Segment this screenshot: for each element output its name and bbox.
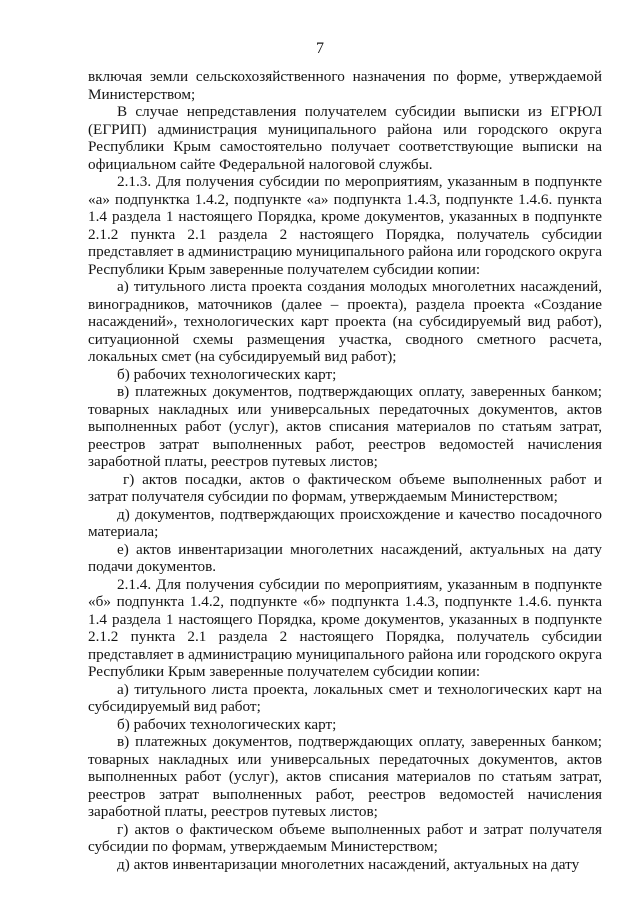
paragraph-egrul-extract: В случае непредставления получателем субсидии выписки из ЕГРЮЛ (ЕГРИП) администрация муниципального района или городского округа Республики Крым самостоятельно получает соответствующие выписки на официальном сайте Федеральной налоговой службы. — [88, 103, 602, 173]
list-item-2-1-4-g: г) актов о фактическом объеме выполненных работ и затрат получателя субсидии по формам, утверждаемым Министерством; — [88, 820, 602, 855]
list-item-2-1-4-v: в) платежных документов, подтверждающих оплату, заверенных банком; товарных накладных или универсальных передаточных документов, актов выполненных работ (услуг), актов списания материалов по статьям затрат, реестров затрат выполненных работ, реестров ведомостей начисления заработной платы, реестров путевых листов; — [88, 733, 602, 820]
list-item-2-1-3-a: а) титульного листа проекта создания молодых многолетних насаждений, виноградников, маточников (далее – проекта), раздела проекта «Создание насаждений», технологических карт проекта (на субсидируемый вид работ), ситуационной схемы размещения участка, сводного сметного расчета, локальных смет (на субсидируемый вид работ); — [88, 278, 602, 365]
list-item-2-1-3-g: г) актов посадки, актов о фактическом объеме выполненных работ и затрат получателя субсидии по формам, утверждаемым Министерством; — [88, 470, 602, 505]
list-item-2-1-3-e: е) актов инвентаризации многолетних насаждений, актуальных на дату подачи документов. — [88, 540, 602, 575]
list-item-2-1-3-b: б) рабочих технологических карт; — [117, 365, 337, 383]
list-item-2-1-4-b: б) рабочих технологических карт; — [117, 715, 337, 733]
list-item-2-1-3-d: д) документов, подтверждающих происхождение и качество посадочного материала; — [88, 505, 602, 540]
page-number: 7 — [316, 40, 324, 57]
paragraph-continuation: включая земли сельскохозяйственного назначения по форме, утверждаемой Министерством; — [88, 68, 602, 103]
list-item-2-1-4-a: а) титульного листа проекта, локальных смет и технологических карт на субсидируемый вид работ; — [88, 680, 602, 715]
paragraph-2-1-3: 2.1.3. Для получения субсидии по мероприятиям, указанным в подпункте «а» подпунктка 1.4.2, подпункте «а» подпункта 1.4.3, подпункте 1.4.6. пункта 1.4 раздела 1 настоящего Порядка, кроме документов, указанных в подпункте 2.1.2 пункта 2.1 раздела 2 настоящего Порядка, получатель субсидии представляет в администрацию муниципального района или городского округа Республики Крым заверенные получателем субсидии копии: — [88, 173, 602, 278]
list-item-2-1-3-v: в) платежных документов, подтверждающих оплату, заверенных банком; товарных накладных или универсальных передаточных документов, актов выполненных работ (услуг), актов списания материалов по статьям затрат, реестров затрат выполненных работ, реестров ведомостей начисления заработной платы, реестров путевых листов; — [88, 383, 602, 470]
document-body — [88, 68, 602, 873]
list-item-2-1-4-d: д) актов инвентаризации многолетних насаждений, актуальных на дату — [117, 855, 580, 873]
paragraph-2-1-4: 2.1.4. Для получения субсидии по мероприятиям, указанным в подпункте «б» подпункта 1.4.2, подпункте «б» подпункта 1.4.3, подпункте 1.4.6. пункта 1.4 раздела 1 настоящего Порядка, кроме документов, указанных в подпункте 2.1.2 пункта 2.1 раздела 2 настоящего Порядка, получатель субсидии представляет в администрацию муниципального района или городского округа Республики Крым заверенные получателем субсидии копии: — [88, 575, 602, 680]
